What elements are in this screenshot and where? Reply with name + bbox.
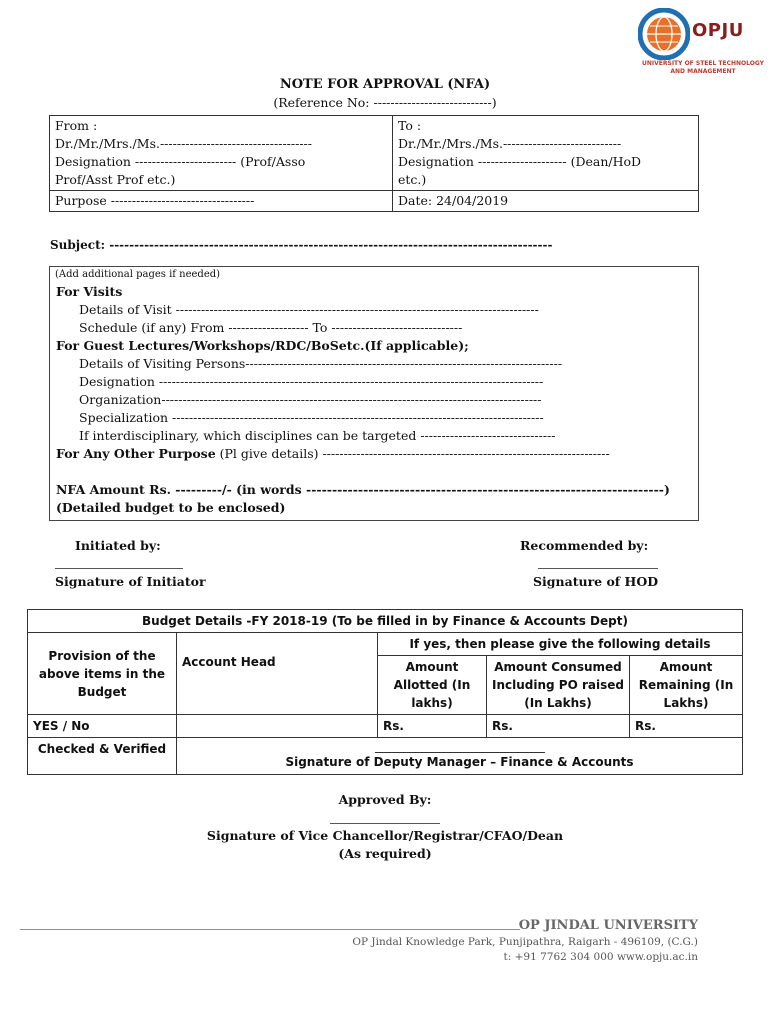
as-required-note: (As required) — [338, 846, 432, 861]
organization-field[interactable]: Organization------------------------------------------------------------------------------------------ — [79, 392, 542, 407]
visit-details-field[interactable]: Details of Visit -------------------------------------------------------------------------------------- — [79, 302, 539, 317]
budget-table — [27, 609, 743, 775]
initiator-signature-label: Signature of Initiator — [55, 574, 206, 589]
account-head-cell[interactable] — [177, 715, 378, 738]
yes-no-field[interactable]: YES / No — [28, 715, 177, 738]
details-box — [49, 266, 699, 521]
other-purpose-label: For Any Other Purpose — [56, 446, 216, 461]
guest-lectures-heading: For Guest Lectures/Workshops/RDC/BoSetc.(If applicable); — [56, 338, 469, 353]
globe-emblem-icon — [638, 8, 690, 60]
logo-subline-2: AND MANAGEMENT — [670, 68, 736, 75]
deputy-manager-signature-label: Signature of Deputy Manager – Finance & Accounts — [285, 755, 634, 769]
recommended-by-label: Recommended by: — [520, 538, 649, 553]
footer-address: OP Jindal Knowledge Park, Punjipathra, Raigarh - 496109, (C.G.) — [352, 936, 698, 948]
to-designation-field[interactable]: Designation --------------------- (Dean/HoD — [398, 154, 642, 169]
from-name-field[interactable]: Dr./Mr./Mrs./Ms.------------------------------------ — [55, 136, 313, 151]
approver-signature-label: Signature of Vice Chancellor/Registrar/CFAO/Dean — [206, 828, 564, 843]
amount-allotted-header: Amount Allotted (In lakhs) — [378, 656, 487, 715]
footer-contact: t: +91 7762 304 000 www.opju.ac.in — [503, 951, 698, 963]
amount-consumed-header: Amount Consumed Including PO raised (In Lakhs) — [487, 656, 630, 715]
budget-enclosed-note: (Detailed budget to be enclosed) — [56, 500, 286, 515]
if-yes-header: If yes, then please give the following details — [378, 633, 743, 656]
logo-subline-1: UNIVERSITY OF STEEL TECHNOLOGY — [642, 60, 764, 67]
from-to-table — [49, 115, 699, 212]
to-designation-hint: etc.) — [398, 172, 427, 187]
nfa-amount-field[interactable]: NFA Amount Rs. ---------/- (in words ---------------------------------------------------------------------) — [56, 482, 670, 497]
from-designation-hint: Prof/Asst Prof etc.) — [55, 172, 176, 187]
from-cell — [50, 116, 393, 191]
budget-heading: Budget Details -FY 2018-19 (To be filled in by Finance & Accounts Dept) — [28, 610, 743, 633]
deputy-manager-cell[interactable] — [177, 738, 743, 775]
provision-header: Provision of the above items in the Budget — [28, 633, 177, 715]
additional-pages-note: (Add additional pages if needed) — [55, 269, 221, 280]
checked-verified-label: Checked & Verified — [28, 738, 177, 775]
date-field[interactable]: Date: 24/04/2019 — [393, 191, 699, 212]
subject-field[interactable]: Subject: ----------------------------------------------------------------------------------------- — [50, 238, 553, 252]
to-cell — [393, 116, 699, 191]
footer-divider — [20, 929, 520, 930]
approved-by-label: Approved By: — [338, 792, 432, 807]
specialization-field[interactable]: Specialization ---------------------------------------------------------------------------------------- — [79, 410, 544, 425]
to-name-field[interactable]: Dr./Mr./Mrs./Ms.---------------------------- — [398, 136, 622, 151]
from-designation-field[interactable]: Designation ------------------------ (Prof/Asso — [55, 154, 306, 169]
reference-number: (Reference No: ----------------------------) — [273, 95, 497, 110]
interdisciplinary-field[interactable]: If interdisciplinary, which disciplines can be targeted -------------------------------- — [79, 428, 556, 443]
account-head-header: Account Head — [177, 633, 378, 715]
approver-signature-line[interactable] — [330, 823, 440, 824]
university-logo — [636, 6, 766, 86]
schedule-field[interactable]: Schedule (if any) From ------------------- To ------------------------------- — [79, 320, 463, 335]
amount-remaining-header: Amount Remaining (In Lakhs) — [630, 656, 743, 715]
footer-university: OP JINDAL UNIVERSITY — [518, 918, 698, 933]
initiator-signature-line[interactable] — [55, 568, 183, 569]
logo-brand-text: OPJU — [692, 20, 744, 41]
initiated-by-label: Initiated by: — [75, 538, 161, 553]
visits-heading: For Visits — [56, 284, 123, 299]
designation-field[interactable]: Designation ------------------------------------------------------------------------------------------- — [79, 374, 544, 389]
amount-consumed-cell[interactable]: Rs. — [487, 715, 630, 738]
hod-signature-label: Signature of HOD — [533, 574, 659, 589]
page-title: NOTE FOR APPROVAL (NFA) — [279, 77, 491, 92]
from-label: From : — [55, 118, 98, 133]
to-label: To : — [398, 118, 422, 133]
amount-allotted-cell[interactable]: Rs. — [378, 715, 487, 738]
other-purpose-field[interactable] — [56, 446, 610, 461]
purpose-field[interactable]: Purpose ---------------------------------- — [50, 191, 393, 212]
other-purpose-details: (Pl give details) -------------------------------------------------------------------- — [215, 446, 610, 461]
amount-remaining-cell[interactable]: Rs. — [630, 715, 743, 738]
hod-signature-line[interactable] — [538, 568, 658, 569]
visiting-persons-field[interactable]: Details of Visiting Persons--------------------------------------------------------------------------- — [79, 356, 563, 371]
